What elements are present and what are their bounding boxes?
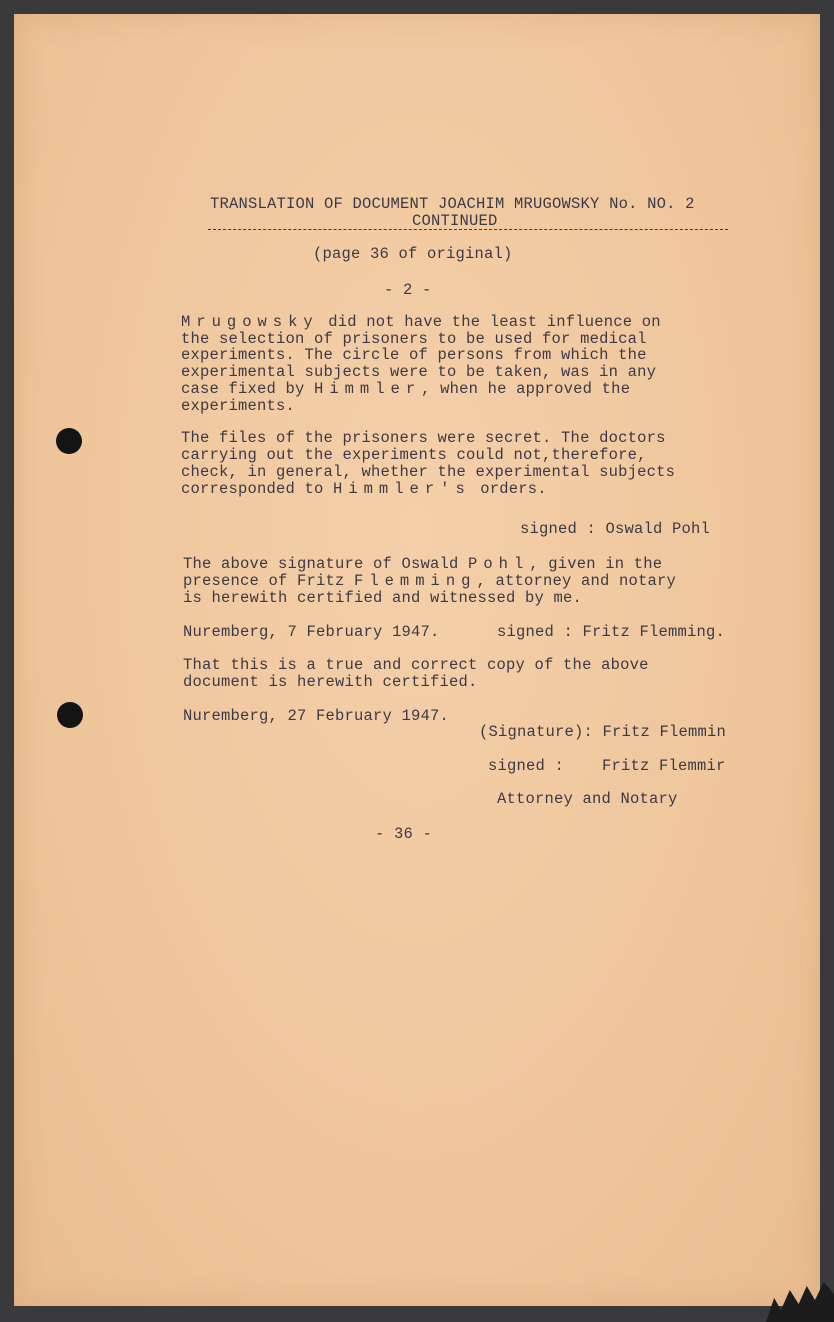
torn-corner <box>766 1282 834 1322</box>
page-number: - 2 - <box>384 281 432 299</box>
attorney-title: Attorney and Notary <box>497 790 678 808</box>
signature-label: (Signature): Fritz Flemmin <box>479 723 727 741</box>
name-pohl: Pohl <box>468 555 530 573</box>
signed-flemming-2: signed : Fritz Flemmir <box>488 757 726 775</box>
para2-line1: The files of the prisoners were secret. The doctors <box>181 429 666 447</box>
cert-line1: The above signature of Oswald Pohl, given in the <box>183 555 663 573</box>
true-copy-line1: That this is a true and correct copy of the above <box>183 656 649 674</box>
punch-hole <box>57 702 83 728</box>
name-flemming: Flemming <box>354 572 477 590</box>
para1-line2: the selection of prisoners to be used for medical <box>181 330 647 348</box>
title-underline <box>208 229 728 230</box>
document-title-continued: CONTINUED <box>412 212 498 230</box>
cert-line3: is herewith certified and witnessed by me. <box>183 589 583 607</box>
name-himmler: Himmler <box>314 380 422 398</box>
place-date-2: Nuremberg, 27 February 1947. <box>183 707 450 725</box>
cert-line2: presence of Fritz Flemming, attorney and notary <box>183 572 676 590</box>
place-date-1: Nuremberg, 7 February 1947. <box>183 623 440 641</box>
signed-flemming-1: signed : Fritz Flemming. <box>497 623 726 641</box>
footer-page-number: - 36 - <box>375 825 433 843</box>
page-of-original: (page 36 of original) <box>313 245 513 263</box>
para2-line3: check, in general, whether the experimental subjects <box>181 463 676 481</box>
para1-line1: Mrugowsky did not have the least influence on <box>181 313 661 331</box>
para2-line4: corresponded to Himmler's orders. <box>181 480 547 498</box>
punch-hole <box>56 428 82 454</box>
para1-line6: experiments. <box>181 397 296 415</box>
para2-line2: carrying out the experiments could not,therefore, <box>181 446 647 464</box>
para1-line3: experiments. The circle of persons from which the <box>181 346 647 364</box>
name-mrugowsky: Mrugowsky <box>181 313 319 331</box>
true-copy-line2: document is herewith certified. <box>183 673 478 691</box>
name-himmler: Himmler's <box>333 480 471 498</box>
document-title: TRANSLATION OF DOCUMENT JOACHIM MRUGOWSKY No. NO. 2 <box>210 195 695 213</box>
para1-line5: case fixed by Himmler, when he approved the <box>181 380 631 398</box>
para1-line4: experimental subjects were to be taken, was in any <box>181 363 657 381</box>
signature-pohl: signed : Oswald Pohl <box>520 520 711 538</box>
